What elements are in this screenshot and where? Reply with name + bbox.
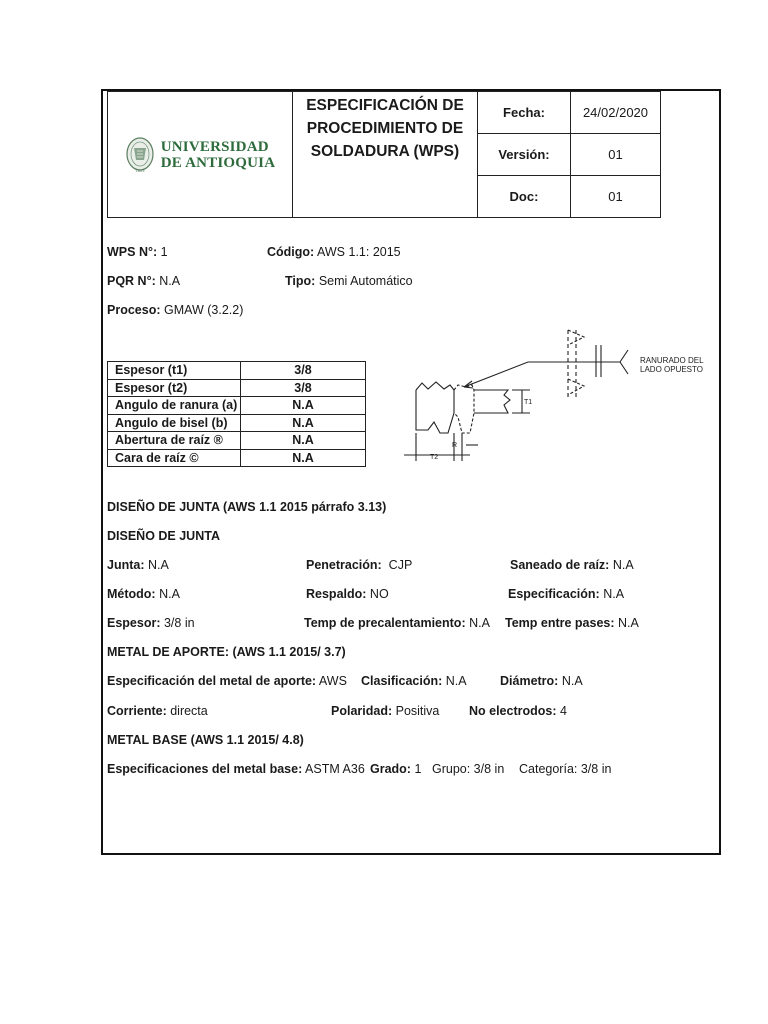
joint-dimensions-table [107,361,366,467]
section-joint-design: DISEÑO DE JUNTA [107,529,220,543]
proceso: Proceso: GMAW (3.2.2) [107,303,244,317]
svg-text:1803: 1803 [135,167,145,173]
logo-line-1: UNIVERSIDAD [160,138,269,155]
university-logo [108,136,292,174]
diametro: Diámetro: N.A [500,674,583,688]
polaridad: Polaridad: Positiva [331,704,440,718]
metodo: Método: N.A [107,587,180,601]
t2-label: T2 [430,454,439,461]
table-row: Angulo de bisel (b) N.A [108,414,366,432]
logo-line-2: DE ANTIOQUIA [160,154,276,171]
callout-line-1: RANURADO DEL [640,356,704,365]
respaldo: Respaldo: NO [306,587,389,601]
version-label: Versión: [478,134,571,176]
wps-number: WPS N°: 1 [107,245,168,259]
grupo: Grupo: 3/8 in [432,762,505,776]
temp-precalentamiento: Temp de precalentamiento: N.A [304,616,490,630]
section-base-metal: METAL BASE (AWS 1.1 2015/ 4.8) [107,733,304,747]
doc-value: 01 [571,176,661,218]
spec-metal-base: Especificaciones del metal base: ASTM A36 [107,762,365,776]
document-title: ESPECIFICACIÓN DE PROCEDIMIENTO DE SOLDADURA (WPS) [293,92,478,218]
codigo: Código: AWS 1.1: 2015 [267,245,401,259]
clasificacion: Clasificación: N.A [361,674,467,688]
section-joint-design-ref: DISEÑO DE JUNTA (AWS 1.1 2015 párrafo 3.13) [107,500,387,514]
especificacion: Especificación: N.A [508,587,625,601]
fecha-label: Fecha: [478,92,571,134]
table-row: Espesor (t1) 3/8 [108,362,366,380]
espesor: Espesor: 3/8 in [107,616,195,630]
junta: Junta: N.A [107,558,169,572]
penetracion: Penetración: CJP [306,558,413,572]
corriente: Corriente: directa [107,704,208,718]
table-row: Cara de raíz © N.A [108,449,366,467]
weld-joint-diagram [400,325,720,465]
r-label: R [452,442,458,449]
version-value: 01 [571,134,661,176]
spec-metal-aporte: Especificación del metal de aporte: AWS [107,674,347,688]
section-filler-metal: METAL DE APORTE: (AWS 1.1 2015/ 3.7) [107,645,346,659]
logo-cell [108,92,293,218]
table-row: Espesor (t2) 3/8 [108,379,366,397]
no-electrodos: No electrodos: 4 [469,704,567,718]
grado: Grado: 1 [370,762,422,776]
tipo: Tipo: Semi Automático [285,274,413,288]
header-table [107,91,661,218]
doc-label: Doc: [478,176,571,218]
university-seal-icon [125,136,155,174]
callout-line-2: LADO OPUESTO [640,365,703,374]
categoria: Categoría: 3/8 in [519,762,612,776]
pqr-number: PQR N°: N.A [107,274,181,288]
saneado-raiz: Saneado de raíz: N.A [510,558,634,572]
table-row: Angulo de ranura (a) N.A [108,397,366,415]
t1-label: T1 [524,399,533,406]
temp-entre-pases: Temp entre pases: N.A [505,616,639,630]
table-row: Abertura de raíz ® N.A [108,432,366,450]
fecha-value: 24/02/2020 [571,92,661,134]
